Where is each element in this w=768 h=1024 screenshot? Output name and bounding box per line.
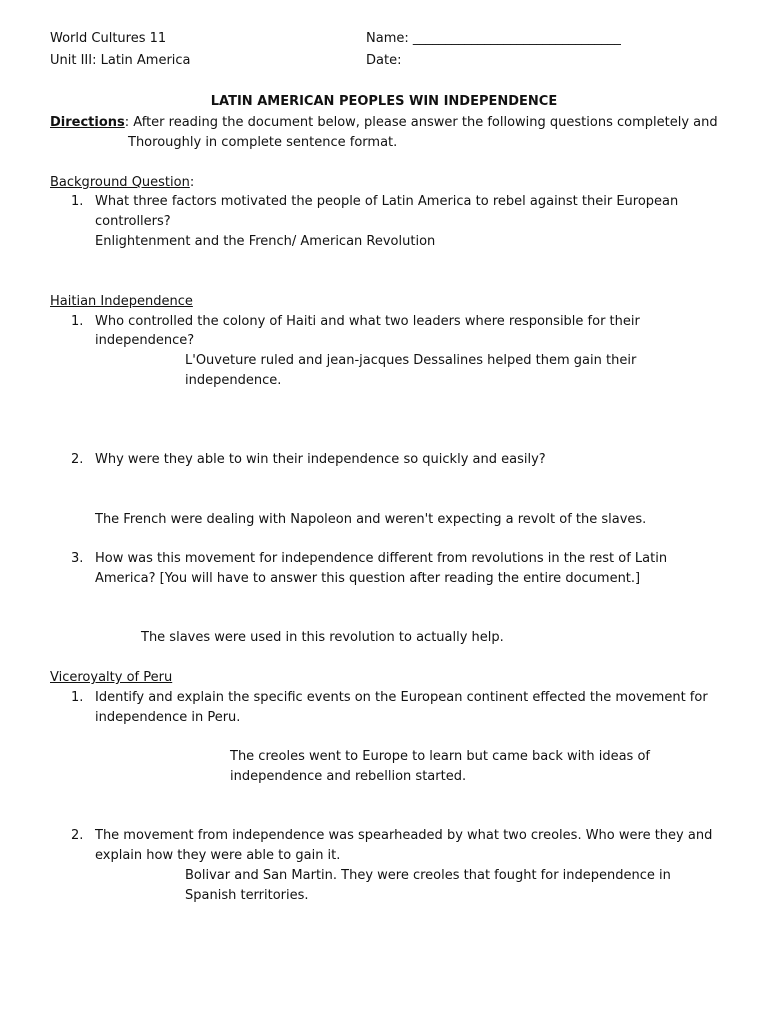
question-text: The movement from independence was spearheaded by what two creoles. Who were they and <box>95 828 713 843</box>
directions-text-line2: Thoroughly in complete sentence format. <box>128 135 398 150</box>
answer-text: The creoles went to Europe to learn but came back with ideas of <box>230 749 650 764</box>
question-number: 1. <box>71 314 84 329</box>
question-text: Identify and explain the specific events on the European continent effected the movement for <box>95 690 708 705</box>
answer-text: The slaves were used in this revolution to actually help. <box>141 630 504 645</box>
answer-text: Enlightenment and the French/ American Revolution <box>95 234 436 249</box>
question-text: independence in Peru. <box>95 710 241 725</box>
peru-heading: Viceroyalty of Peru <box>50 670 173 685</box>
question-number: 2. <box>71 452 84 467</box>
background-heading <box>50 173 194 193</box>
haiti-heading: Haitian Independence <box>50 294 193 309</box>
answer-text: Spanish territories. <box>185 888 309 903</box>
question-text: Who controlled the colony of Haiti and what two leaders where responsible for their <box>95 314 640 329</box>
directions-text: : After reading the document below, please answer the following questions completely and <box>124 115 718 130</box>
question-text: Why were they able to win their independence so quickly and easily? <box>95 452 546 467</box>
answer-text: independence and rebellion started. <box>230 769 467 784</box>
name-label: Name: <box>366 31 409 46</box>
answer-text: L'Ouveture ruled and jean-jacques Dessalines helped them gain their <box>185 353 637 368</box>
name-blank-line: ________________________________ <box>412 31 621 46</box>
question-text: explain how they were able to gain it. <box>95 848 341 863</box>
unit-title: Unit III: Latin America <box>50 53 191 68</box>
answer-text: Bolivar and San Martin. They were creoles that fought for independence in <box>185 868 671 883</box>
answer-text: The French were dealing with Napoleon and weren't expecting a revolt of the slaves. <box>95 512 647 527</box>
worksheet-title: LATIN AMERICAN PEOPLES WIN INDEPENDENCE <box>210 94 558 109</box>
question-number: 1. <box>71 194 84 209</box>
question-number: 3. <box>71 551 84 566</box>
directions <box>50 113 718 133</box>
question-text: independence? <box>95 333 195 348</box>
question-text: What three factors motivated the people of Latin America to rebel against their European <box>95 194 679 209</box>
question-number: 2. <box>71 828 84 843</box>
name-field <box>366 29 621 49</box>
directions-label: Directions <box>50 115 125 130</box>
background-heading-text: Background Question <box>50 175 190 190</box>
question-text: controllers? <box>95 214 171 229</box>
question-text: America? [You will have to answer this question after reading the entire document.] <box>95 571 641 586</box>
date-label: Date: <box>366 53 402 68</box>
question-text: How was this movement for independence different from revolutions in the rest of Latin <box>95 551 668 566</box>
course-title: World Cultures 11 <box>50 31 167 46</box>
answer-text: independence. <box>185 373 282 388</box>
question-number: 1. <box>71 690 84 705</box>
background-heading-colon: : <box>189 175 195 190</box>
